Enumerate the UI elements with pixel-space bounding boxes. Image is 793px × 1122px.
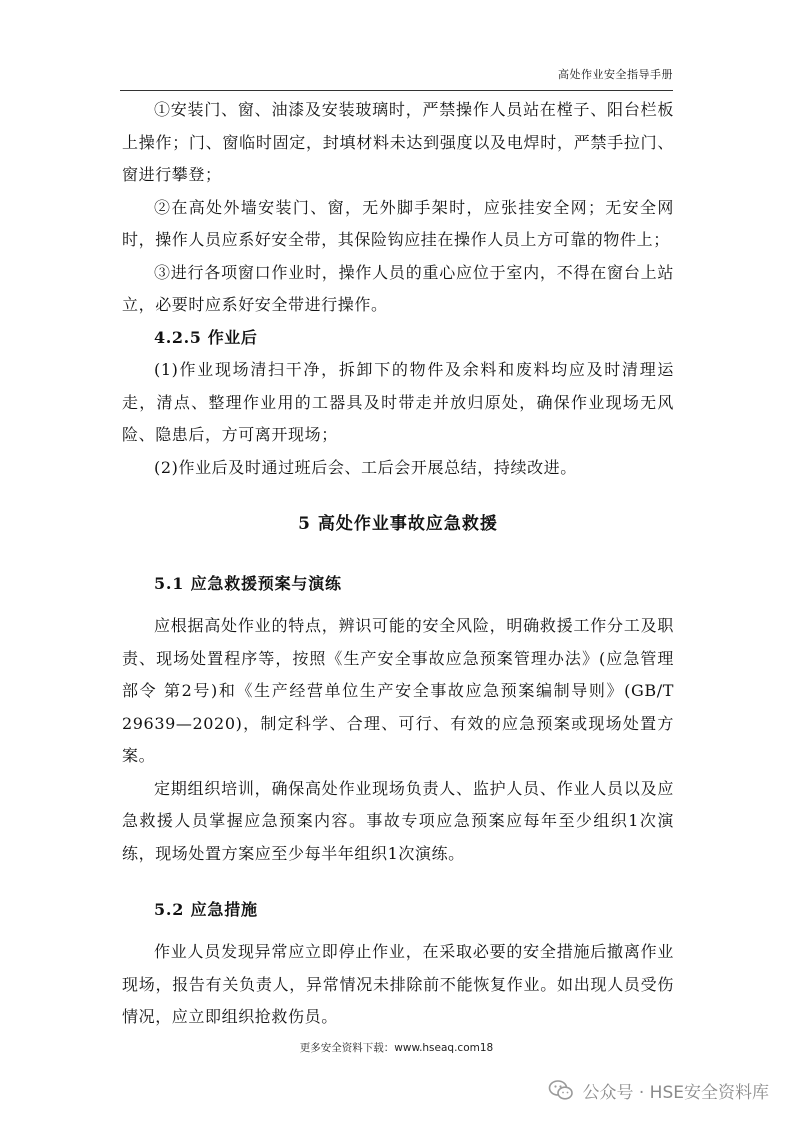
paragraph-training: 定期组织培训，确保高处作业现场负责人、监护人员、作业人员以及应急救援人员掌握应急预案内容。事故专项应急预案应每年至少组织1次演练，现场处置方案应至少每半年组织1次演练。 [122, 778, 674, 863]
paragraph-door-window-1: ①安装门、窗、油漆及安装玻璃时，严禁操作人员站在樘子、阳台栏板上操作；门、窗临时固定，封填材料未达到强度以及电焊时，严禁手拉门、窗进行攀登； [122, 100, 674, 184]
wechat-icon [548, 1077, 574, 1103]
paragraph-after-work-1: (1)作业现场清扫干净，拆卸下的物件及余料和废料均应及时清理运走，清点、整理作业用的工器具及时带走并放归原处，确保作业现场无风险、隐患后，方可离开现场； [122, 360, 674, 444]
section-5-1-title: 5.1 应急救援预案与演练 [154, 574, 342, 593]
wechat-watermark [548, 1072, 769, 1108]
footer-download-link[interactable]: 更多安全资料下载：www.hseaq.com18 [299, 1042, 494, 1054]
paragraph-after-work-2: (2)作业后及时通过班后会、工后会开展总结，持续改进。 [154, 457, 577, 477]
header-title: 高处作业安全指导手册 [558, 68, 673, 81]
chapter-5-title: 5 高处作业事故应急救援 [298, 514, 498, 534]
paragraph-emergency-plan: 应根据高处作业的特点，辨识可能的安全风险，明确救援工作分工及职责、现场处置程序等，按照《生产安全事故应急预案管理办法》(应急管理部令 第2号)和《生产经营单位生产安全事故应急预案编制导则》(GB/T 29639—2020)，制定科学、合理、可行、有效的应急预案或现场处置方案。 [122, 616, 674, 765]
paragraph-door-window-2: ②在高处外墙安装门、窗，无外脚手架时，应张挂安全网；无安全网时，操作人员应系好安全带，其保险钩应挂在操作人员上方可靠的物件上； [122, 197, 674, 249]
page-header [120, 62, 673, 91]
paragraph-window-work: ③进行各项窗口作业时，操作人员的重心应位于室内，不得在窗台上站立，必要时应系好安全带进行操作。 [122, 262, 674, 314]
paragraph-emergency-measures: 作业人员发现异常应立即停止作业，在采取必要的安全措施后撤离作业现场，报告有关负责人，异常情况未排除前不能恢复作业。如出现人员受伤情况，应立即组织抢救伤员。 [122, 942, 674, 1026]
watermark-text: 公众号 · HSE安全资料库 [582, 1082, 769, 1103]
page-content [122, 94, 674, 1034]
heading-4-2-5: 4.2.5 作业后 [154, 327, 258, 347]
section-5-2-title: 5.2 应急措施 [154, 900, 258, 919]
